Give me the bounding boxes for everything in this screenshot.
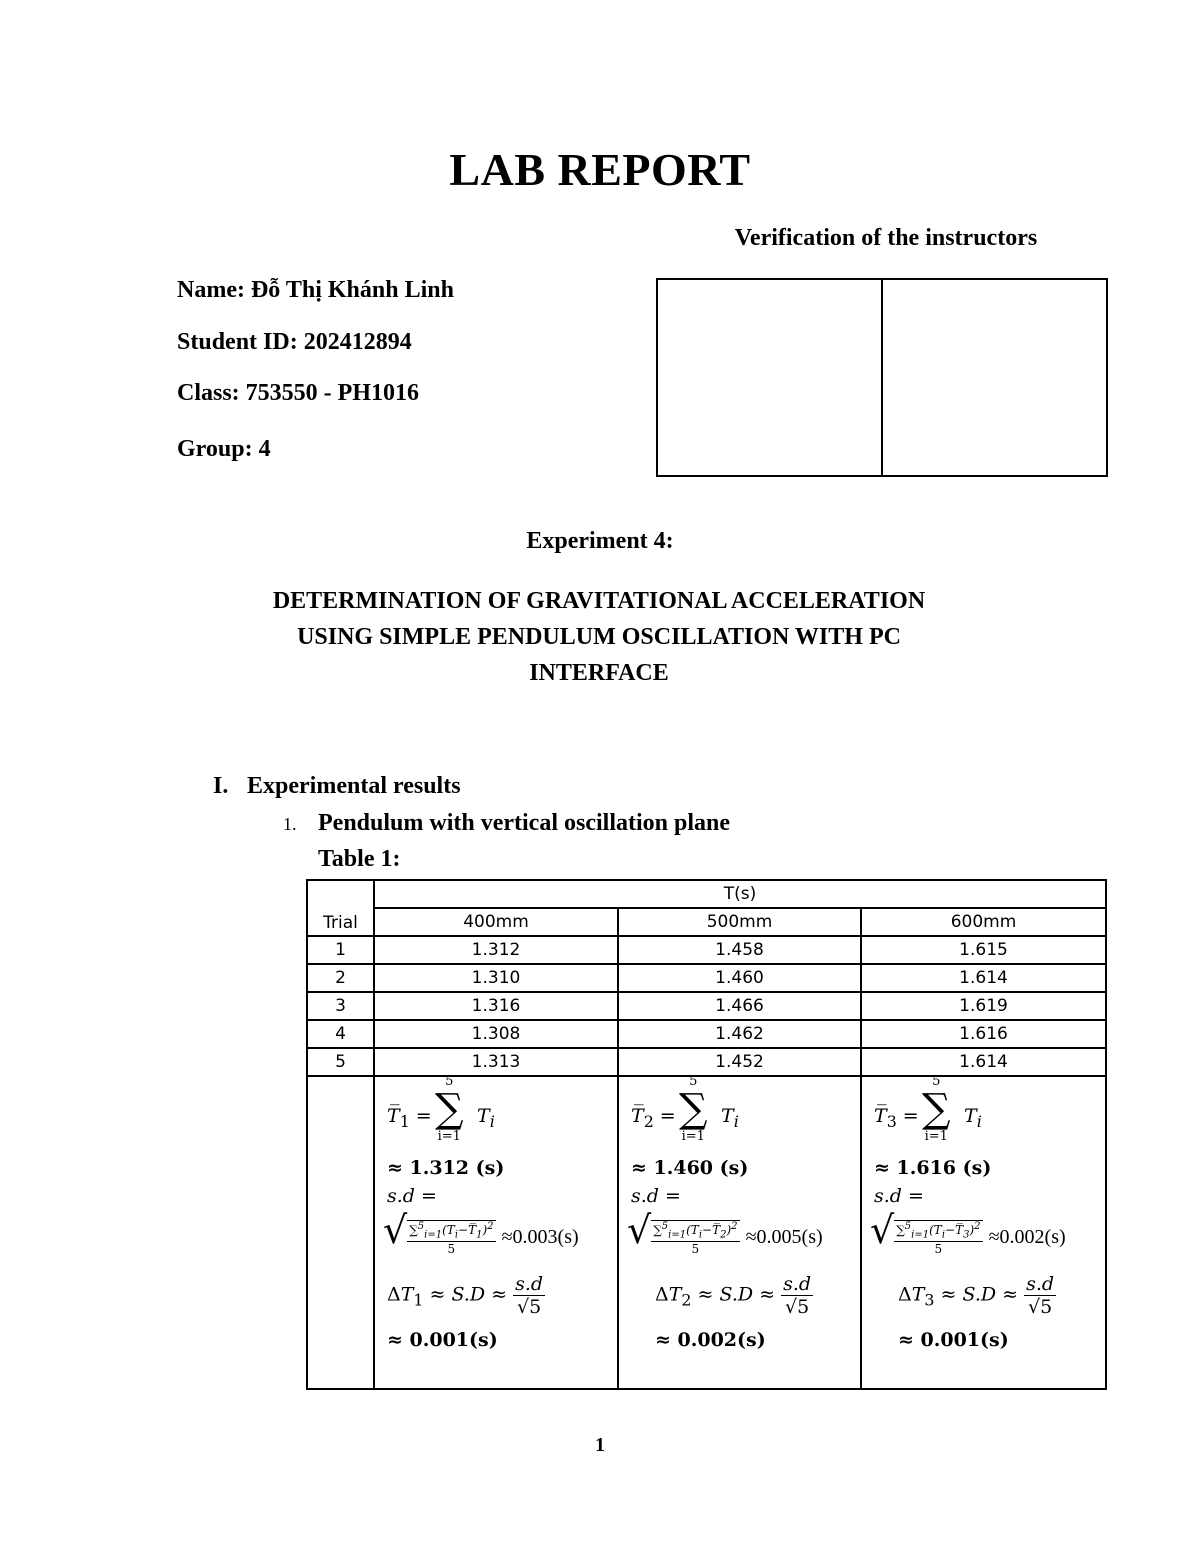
table-header-row: [307, 908, 1106, 936]
summary-cell: [374, 1076, 618, 1389]
table-cell: 1.462: [618, 1020, 861, 1048]
calc-block: [619, 1074, 860, 1388]
sd-label: s.d =: [631, 1185, 681, 1207]
table-caption: Table 1:: [318, 846, 401, 872]
subsection-number: 1.: [283, 814, 297, 834]
trial-cell: 2: [307, 964, 374, 992]
mean-formula: $T̅_1$ =: [387, 1105, 432, 1131]
column-header: 600mm: [861, 908, 1106, 936]
summary-cell: [618, 1076, 861, 1389]
instructor-verification-label: Verification of the instructors: [734, 225, 1038, 251]
table-cell: 1.619: [861, 992, 1106, 1020]
section-heading: [213, 773, 461, 800]
sd-label: s.d =: [387, 1185, 437, 1207]
student-name: Name: Đỗ Thị Khánh Linh: [177, 277, 454, 303]
sd-label: s.d =: [874, 1185, 924, 1207]
experiment-title-line: INTERFACE: [529, 660, 669, 686]
sd-formula: √ $\frac{\sum^5_{i=1}(T_i-T̅_3)^2}{5}$ ≈0.002(s): [870, 1208, 1066, 1256]
table-row: [307, 964, 1106, 992]
table-cell: 1.616: [861, 1020, 1106, 1048]
experiment-title-line: USING SIMPLE PENDULUM OSCILLATION WITH PC: [297, 624, 901, 650]
results-table: [306, 879, 1107, 1390]
experiment-title: [200, 583, 998, 691]
mean-value: ≈ 1.312 (s): [387, 1157, 505, 1179]
trial-cell: 5: [307, 1048, 374, 1076]
trial-cell: 4: [307, 1020, 374, 1048]
error-formula: $\Delta T_3 \approx S.D$ ≈ $\frac{s.d}{√5}$: [898, 1273, 1055, 1318]
sum-symbol: 5 ∑ i=1: [679, 1074, 708, 1144]
period-group-header: T(s): [374, 880, 1106, 908]
table-row: [307, 1048, 1106, 1076]
table-row: [307, 1020, 1106, 1048]
sd-formula: √ $\frac{\sum^5_{i=1}(T_i-T̅_2)^2}{5}$ ≈0.005(s): [627, 1208, 823, 1256]
error-value: ≈ 0.002(s): [655, 1329, 766, 1351]
sd-formula: √ $\frac{\sum^5_{i=1}(T_i-T̅_1)^2}{5}$ ≈0.003(s): [383, 1208, 579, 1256]
mean-formula: $T̅_3$ =: [874, 1105, 919, 1131]
table-cell: 1.452: [618, 1048, 861, 1076]
table-cell: 1.615: [861, 936, 1106, 964]
table-header-row: [307, 880, 1106, 908]
experiment-label: Experiment 4:: [526, 528, 674, 554]
calc-block: [375, 1074, 617, 1388]
instructor-signature-box: [656, 278, 1108, 477]
column-header: 500mm: [618, 908, 861, 936]
error-value: ≈ 0.001(s): [387, 1329, 498, 1351]
error-value: ≈ 0.001(s): [898, 1329, 1009, 1351]
trial-header: Trial: [307, 880, 374, 936]
trial-cell: 1: [307, 936, 374, 964]
table-cell: 1.313: [374, 1048, 618, 1076]
mean-formula: $T̅_2$ =: [631, 1105, 676, 1131]
student-class: Class: 753550 - PH1016: [177, 380, 419, 406]
student-id: Student ID: 202412894: [177, 329, 412, 355]
table-cell: 1.458: [618, 936, 861, 964]
sum-term: $T_i$: [721, 1105, 739, 1131]
signature-cell-1: [658, 280, 881, 475]
summary-row: [307, 1076, 1106, 1389]
table-cell: 1.310: [374, 964, 618, 992]
student-group: Group: 4: [177, 436, 271, 462]
table-cell: 1.614: [861, 964, 1106, 992]
experiment-title-line: DETERMINATION OF GRAVITATIONAL ACCELERATION: [272, 588, 926, 614]
error-formula: $\Delta T_2 \approx S.D$ ≈ $\frac{s.d}{√5}$: [655, 1273, 812, 1318]
sum-symbol: 5 ∑ i=1: [435, 1074, 464, 1144]
summary-label-cell: [307, 1076, 374, 1389]
section-number: I.: [213, 773, 229, 799]
table-row: [307, 936, 1106, 964]
mean-value: ≈ 1.460 (s): [631, 1157, 749, 1179]
report-title: LAB REPORT: [449, 144, 751, 195]
calc-block: [862, 1074, 1105, 1388]
subsection-heading: [283, 810, 730, 837]
table-cell: 1.312: [374, 936, 618, 964]
sum-term: $T_i$: [477, 1105, 495, 1131]
error-formula: $\Delta T_1 \approx S.D$ ≈ $\frac{s.d}{√5}$: [387, 1273, 544, 1318]
table-row: [307, 992, 1106, 1020]
table-cell: 1.308: [374, 1020, 618, 1048]
table-cell: 1.466: [618, 992, 861, 1020]
trial-cell: 3: [307, 992, 374, 1020]
table-cell: 1.460: [618, 964, 861, 992]
page-number: 1: [595, 1434, 605, 1456]
sum-symbol: 5 ∑ i=1: [922, 1074, 951, 1144]
sum-term: $T_i$: [964, 1105, 982, 1131]
mean-value: ≈ 1.616 (s): [874, 1157, 992, 1179]
table-cell: 1.614: [861, 1048, 1106, 1076]
signature-cell-2: [881, 280, 1106, 475]
summary-cell: [861, 1076, 1106, 1389]
column-header: 400mm: [374, 908, 618, 936]
section-title: Experimental results: [247, 773, 461, 799]
subsection-title: Pendulum with vertical oscillation plane: [318, 810, 731, 836]
table-cell: 1.316: [374, 992, 618, 1020]
